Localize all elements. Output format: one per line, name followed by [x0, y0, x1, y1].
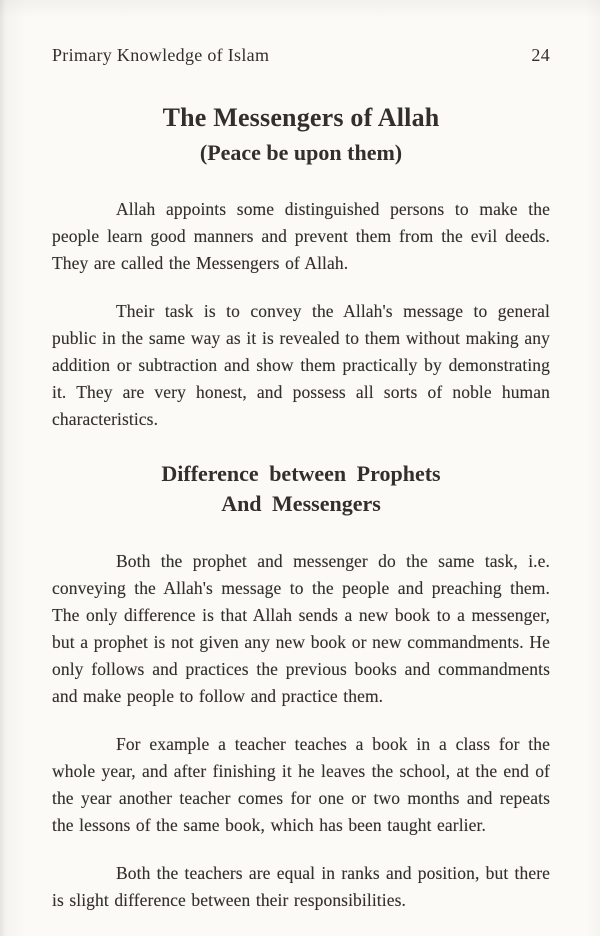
section-heading-line2: And Messengers	[221, 490, 381, 516]
page-number: 24	[531, 45, 550, 65]
paragraph: For example a teacher teaches a book in a class for the whole year, and after finishing it he leaves the school, at the end of the year another teacher comes for one or two months and repeats the lessons of the same book, which has been taught earlier.	[52, 734, 550, 836]
paragraph: Their task is to convey the Allah's message to general public in the same way as it is revealed to them without making any addition or subtraction and show them practically by demonstrating it. They are very honest, and possess all sorts of noble human characteristics.	[52, 301, 550, 429]
paragraph: Allah appoints some distinguished persons to make the people learn good manners and prevent them from the evil deeds. They are called the Messengers of Allah.	[52, 199, 550, 273]
chapter-heading-line2: (Peace be upon them)	[199, 139, 403, 165]
book-title: Primary Knowledge of Islam	[52, 45, 270, 65]
section-heading-line1: Difference between Prophets	[161, 461, 441, 486]
running-header	[52, 45, 550, 66]
section-heading-difference	[52, 459, 550, 518]
paragraph: Both the teachers are equal in ranks and position, but there is slight difference between their responsibilities.	[52, 863, 550, 911]
section-difference	[52, 548, 550, 914]
chapter-heading	[52, 102, 550, 166]
chapter-heading-line1: The Messengers of Allah	[162, 103, 440, 132]
paragraph: Both the prophet and messenger do the same task, i.e. conveying the Allah's message to the people and preaching them. The only difference is that Allah sends a new book to a messenger, but a prophet is not given any new book or new commandments. He only follows and practices the previous books and commandments and make people to follow and practice them.	[52, 551, 550, 707]
section-messengers	[52, 196, 550, 433]
